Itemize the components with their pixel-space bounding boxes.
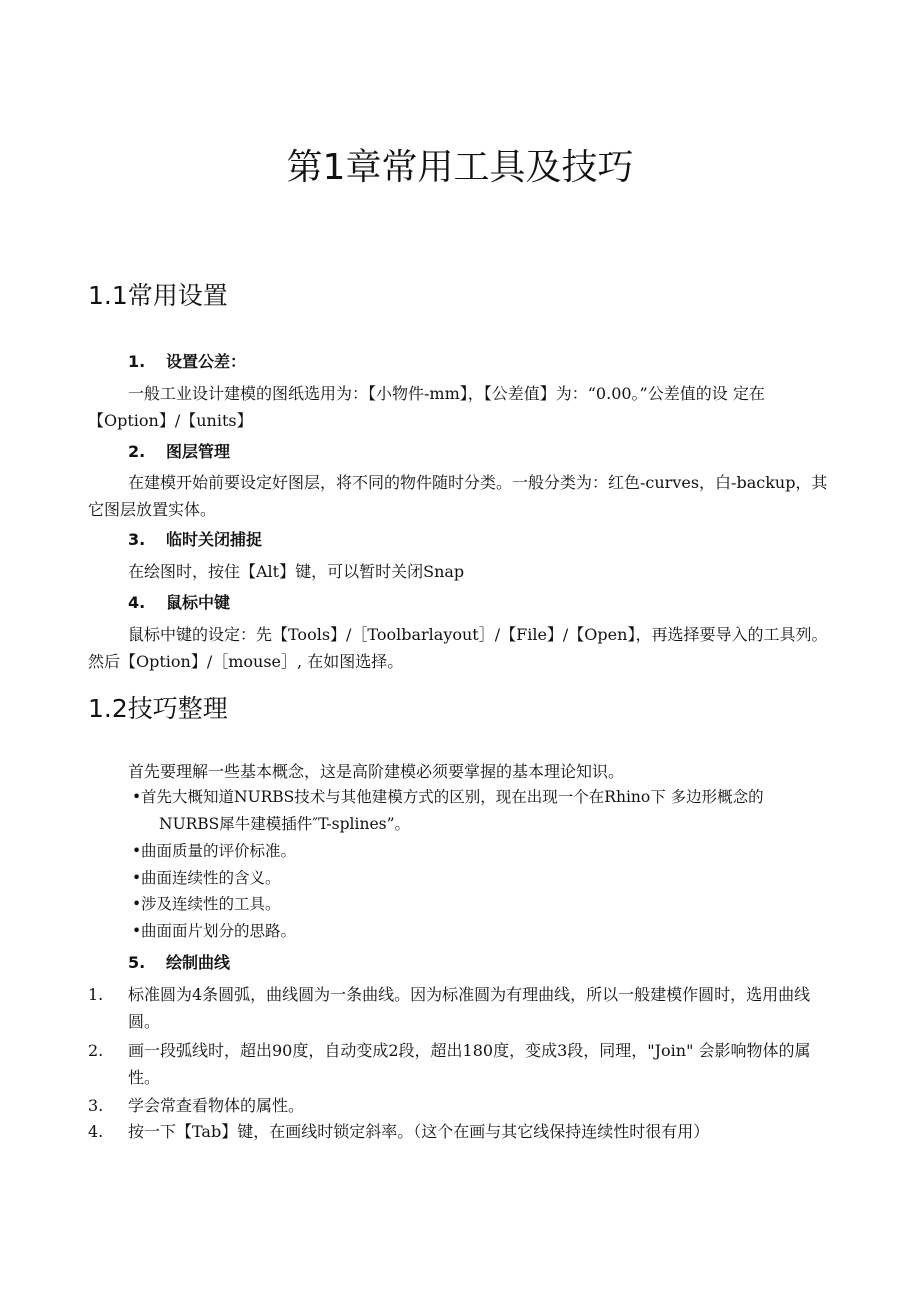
sub-heading-text: 图层管理 — [166, 442, 231, 461]
sub-heading-text: 绘制曲线 — [166, 953, 231, 972]
bullet-text: 首先大概知道NURBS技术与其他建模方式的区别，现在出现一个在Rhino下 多边形概念的 — [141, 788, 764, 806]
sub-heading-tolerance — [128, 349, 246, 375]
paragraph-layers: 在建模开始前要设定好图层，将不同的物件随时分类。一般分类为：红色-curves，白-backup，其它图层放置实体。 — [88, 473, 828, 519]
list-item-number: 2. — [88, 1041, 104, 1060]
sub-heading-mouse — [128, 590, 230, 616]
list-item-number: 3. — [88, 1096, 104, 1115]
bullet-item — [132, 784, 836, 838]
section-title-1-2: 1.2技巧整理 — [88, 694, 228, 723]
sub-heading-number: 2. — [128, 442, 146, 461]
list-item — [88, 1118, 828, 1145]
list-item-text: 学会常查看物体的属性。 — [128, 1096, 305, 1115]
sub-heading-curves — [128, 950, 230, 976]
bullet-dot: • — [132, 842, 142, 860]
bullet-item — [132, 838, 836, 865]
list-item — [88, 981, 828, 1035]
bullet-dot: • — [132, 869, 142, 887]
bullet-text: 曲面面片划分的思路。 — [141, 922, 297, 940]
bullet-dot: • — [132, 922, 142, 940]
paragraph-mouse: 鼠标中键的设定：先【Tools】/［Toolbarlayout］/【File】/【Open】，再选择要导入的工具列。然后【Option】/［mouse］, 在如图选择。 — [88, 625, 828, 671]
bullet-dot: • — [132, 895, 142, 913]
bullet-dot: • — [132, 788, 142, 806]
list-item — [88, 1092, 828, 1119]
list-item — [88, 1037, 828, 1091]
list-item-number: 4. — [88, 1122, 104, 1141]
section-title-1-1: 1.1常用设置 — [88, 281, 228, 310]
sub-heading-text: 鼠标中键 — [166, 593, 231, 612]
bullet-text-continued: NURBS犀牛建模插件″T-splines”。 — [159, 815, 410, 833]
sub-heading-number: 3. — [128, 530, 146, 549]
sub-heading-number: 5. — [128, 953, 146, 972]
bullet-item — [132, 865, 836, 892]
bullet-item — [132, 918, 836, 945]
sub-heading-text: 临时关闭捕捉 — [166, 530, 263, 549]
chapter-title: 第1章常用工具及技巧 — [286, 147, 634, 188]
sub-heading-number: 4. — [128, 593, 146, 612]
bullet-text: 曲面质量的评价标准。 — [141, 842, 297, 860]
bullet-text: 涉及连续性的工具。 — [141, 895, 281, 913]
bullet-item — [132, 891, 836, 918]
sub-heading-snap — [128, 527, 262, 553]
list-item-text: 按一下【Tab】键，在画线时锁定斜率。（这个在画与其它线保持连续性时很有用） — [128, 1122, 710, 1141]
list-item-text: 画一段弧线时，超出90度，自动变成2段，超出180度，变成3段，同理，"Join" 会影响物体的属性。 — [128, 1041, 811, 1087]
sub-heading-text: 设置公差： — [166, 352, 247, 371]
list-item-number: 1. — [88, 985, 104, 1004]
paragraph-tolerance: 一般工业设计建模的图纸选用为：【小物件-mm】，【公差值】为：“0.00。”公差值的设 定在【Option】/【units】 — [88, 384, 765, 430]
bullet-text: 曲面连续性的含义。 — [141, 869, 281, 887]
paragraph-snap: 在绘图时，按住【Alt】键，可以暂时关闭Snap — [128, 562, 465, 581]
sub-heading-layers — [128, 439, 230, 465]
intro-text: 首先要理解一些基本概念，这是高阶建模必须要掌握的基本理论知识。 — [128, 762, 625, 781]
list-item-text: 标准圆为4条圆弧，曲线圆为一条曲线。因为标准圆为有理曲线，所以一般建模作圆时，选用曲线圆。 — [128, 985, 811, 1031]
sub-heading-number: 1. — [128, 352, 146, 371]
